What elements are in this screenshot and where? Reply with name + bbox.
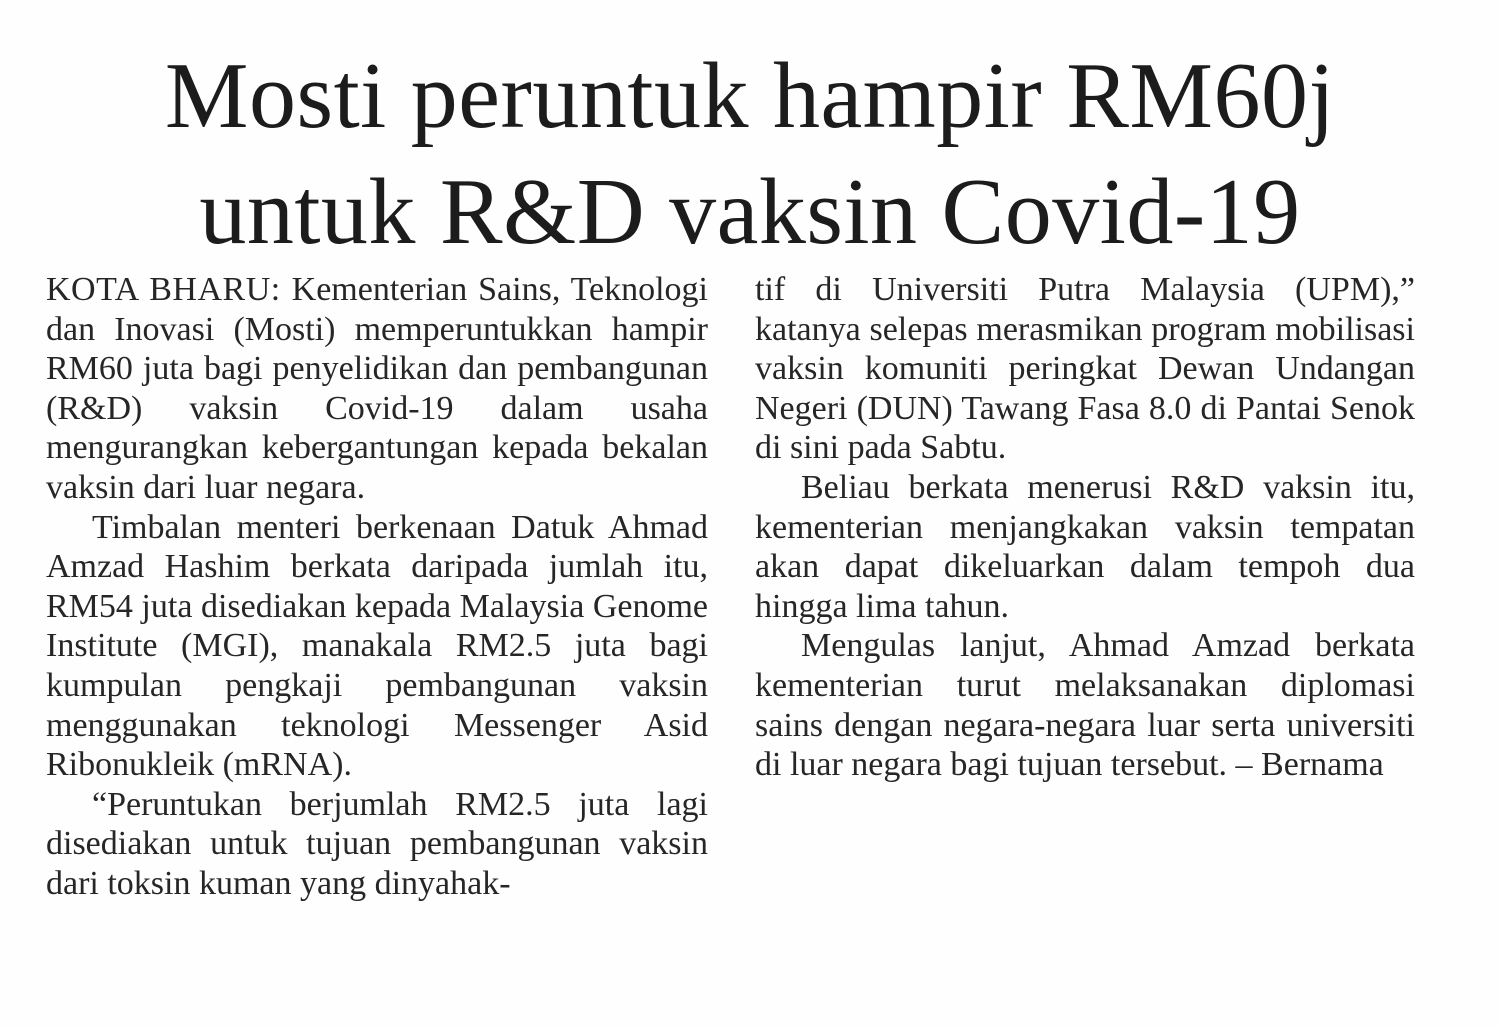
article-column-right — [755, 270, 1415, 785]
article-headline — [40, 38, 1460, 270]
article-paragraph-3: “Peruntukan berjumlah RM2.5 juta lagi disediakan untuk tujuan pembangunan vaksin dari toksin kuman yang dinyahak- — [46, 785, 708, 902]
article-column-left — [46, 270, 708, 904]
article-paragraph-1-body: Kementerian Sains, Teknologi dan Inovasi (Mosti) memperuntukkan hampir RM60 juta bagi penyelidikan dan pembangunan (R&D) vaksin Covid-19 dalam usaha mengurangkan kebergantungan kepada bekalan vaksin dari luar negara. — [46, 271, 708, 506]
article-paragraph-5: Mengulas lanjut, Ahmad Amzad berkata kementerian turut melaksanakan diplomasi sains dengan negara-negara luar serta universiti di luar negara bagi tujuan tersebut. – Bernama — [755, 627, 1415, 784]
headline-line-2: untuk R&D vaksin Covid-19 — [199, 160, 1301, 264]
article-paragraph-1 — [46, 270, 708, 508]
dateline: KOTA BHARU: — [46, 271, 281, 308]
article-paragraph-3-continued: tif di Universiti Putra Malaysia (UPM),” katanya selepas merasmikan program mobilisasi vaksin komuniti peringkat Dewan Undangan Negeri (DUN) Tawang Fasa 8.0 di Pantai Senok di sini pada Sabtu. — [755, 271, 1415, 467]
article-paragraph-4: Beliau berkata menerusi R&D vaksin itu, kementerian menjangkakan vaksin tempatan akan dapat dikeluarkan dalam tempoh dua hingga lima tahun. — [755, 468, 1415, 625]
article-paragraph-2: Timbalan menteri berkenaan Datuk Ahmad Amzad Hashim berkata daripada jumlah itu, RM54 juta disediakan kepada Malaysia Genome Institute (MGI), manakala RM2.5 juta bagi kumpulan pengkaji pembangunan vaksin menggunakan teknologi Messenger Asid Ribonukleik (mRNA). — [46, 508, 708, 784]
headline-line-1: Mosti peruntuk hampir RM60j — [164, 44, 1336, 148]
